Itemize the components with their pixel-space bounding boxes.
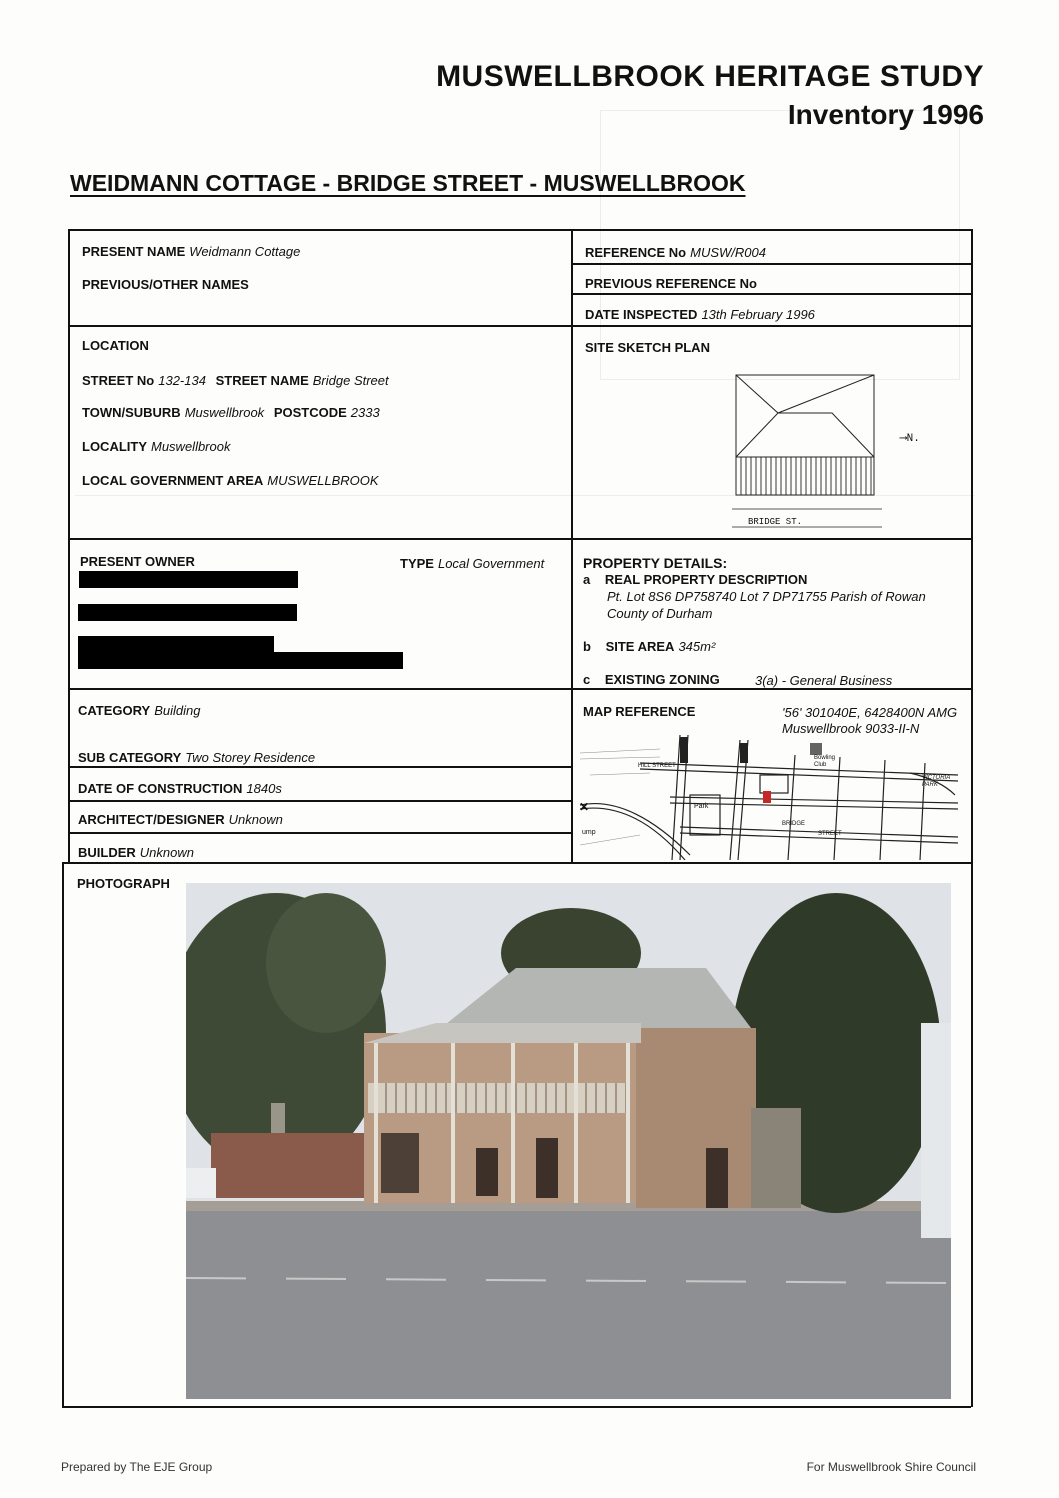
builder-field: BUILDER Unknown <box>78 845 194 860</box>
architect-value: Unknown <box>228 812 283 827</box>
map-ref-line2: Muswellbrook 9033-II-N <box>782 721 920 736</box>
map-label-hill-street: HILL STREET <box>638 763 676 769</box>
north-arrow-icon: ⟶N. <box>900 433 920 445</box>
map-label-ump: ump <box>582 829 596 836</box>
map-ref-line1: '56' 301040E, 6428400N AMG <box>782 705 958 720</box>
present-name-value: Weidmann Cottage <box>189 244 301 259</box>
owner-type-field: TYPE Local Government <box>400 556 545 571</box>
category-value: Building <box>154 703 201 718</box>
map-reference-heading: MAP REFERENCE <box>583 704 696 719</box>
category-field: CATEGORY Building <box>78 703 201 718</box>
site-sketch-street-label: BRIDGE ST. <box>748 517 803 527</box>
previous-reference-label: PREVIOUS REFERENCE No <box>585 276 757 291</box>
lga-field: LOCAL GOVERNMENT AREA MUSWELLBROOK <box>82 473 379 488</box>
redaction-bar <box>78 604 297 621</box>
footer-prepared-by: Prepared by The EJE Group <box>61 1460 213 1474</box>
sub-category-value: Two Storey Residence <box>185 750 316 765</box>
postcode-value: 2333 <box>350 405 380 420</box>
redaction-bar <box>78 652 403 669</box>
map-close-icon: ✕ <box>579 800 590 814</box>
site-area-value: 345m² <box>678 639 716 654</box>
lga-value: MUSWELLBROOK <box>267 473 379 488</box>
map-label-victoria-park: VICTORIA PARK <box>922 775 951 788</box>
street-field: STREET No 132-134 STREET NAME Bridge Street <box>82 373 389 388</box>
date-inspected-field: DATE INSPECTED 13th February 1996 <box>585 307 815 322</box>
street-name-value: Bridge Street <box>312 373 389 388</box>
property-details-heading: PROPERTY DETAILS: <box>583 555 728 571</box>
item-title: WEIDMANN COTTAGE - BRIDGE STREET - MUSWELLBROOK <box>70 170 746 196</box>
location-heading: LOCATION <box>82 338 149 353</box>
locality-field: LOCALITY Muswellbrook <box>82 439 231 454</box>
sub-category-field: SUB CATEGORY Two Storey Residence <box>78 750 316 765</box>
site-area-field: b SITE AREA 345m² <box>583 639 716 654</box>
north-label: N. <box>906 433 920 445</box>
street-no-value: 132-134 <box>158 373 206 388</box>
reference-field: REFERENCE No MUSW/R004 <box>585 245 766 260</box>
owner-type-value: Local Government <box>437 556 545 571</box>
map-label-bridge: BRIDGE <box>782 821 806 827</box>
map-label-bowling-club: Bowling Club <box>814 755 836 768</box>
town-value: Muswellbrook <box>184 405 265 420</box>
rpd-field: a REAL PROPERTY DESCRIPTION <box>583 572 808 587</box>
reference-value: MUSW/R004 <box>690 245 766 260</box>
rpd-line1: Pt. Lot 8S6 DP758740 Lot 7 DP71755 Parish of Rowan <box>607 589 926 604</box>
previous-names-label: PREVIOUS/OTHER NAMES <box>82 277 249 292</box>
site-sketch-heading: SITE SKETCH PLAN <box>585 340 710 355</box>
present-name-field: PRESENT NAME Weidmann Cottage <box>82 244 301 259</box>
study-title: MUSWELLBROOK HERITAGE STUDY <box>436 60 984 93</box>
photograph-heading: PHOTOGRAPH <box>77 876 170 891</box>
date-of-construction-field: DATE OF CONSTRUCTION 1840s <box>78 781 282 796</box>
zoning-value: 3(a) - General Business <box>755 673 893 688</box>
rpd-line2: County of Durham <box>607 606 713 621</box>
town-field: TOWN/SUBURB Muswellbrook POSTCODE 2333 <box>82 405 380 420</box>
date-of-construction-value: 1840s <box>246 781 282 796</box>
redaction-bar <box>78 636 174 653</box>
study-subtitle: Inventory 1996 <box>787 99 984 130</box>
map-label-park: Park <box>694 803 709 810</box>
architect-field: ARCHITECT/DESIGNER Unknown <box>78 812 283 827</box>
builder-value: Unknown <box>139 845 194 860</box>
footer-for-council: For Muswellbrook Shire Council <box>806 1460 976 1474</box>
redaction-bar <box>79 571 298 588</box>
cottage-photograph <box>186 883 951 1399</box>
site-sketch-plan <box>732 365 882 535</box>
present-owner-heading: PRESENT OWNER <box>80 554 195 569</box>
locality-value: Muswellbrook <box>151 439 231 454</box>
map-label-street: STREET <box>818 831 842 837</box>
zoning-field: c EXISTING ZONING <box>583 672 720 687</box>
date-inspected-value: 13th February 1996 <box>701 307 815 322</box>
location-map <box>580 735 958 860</box>
